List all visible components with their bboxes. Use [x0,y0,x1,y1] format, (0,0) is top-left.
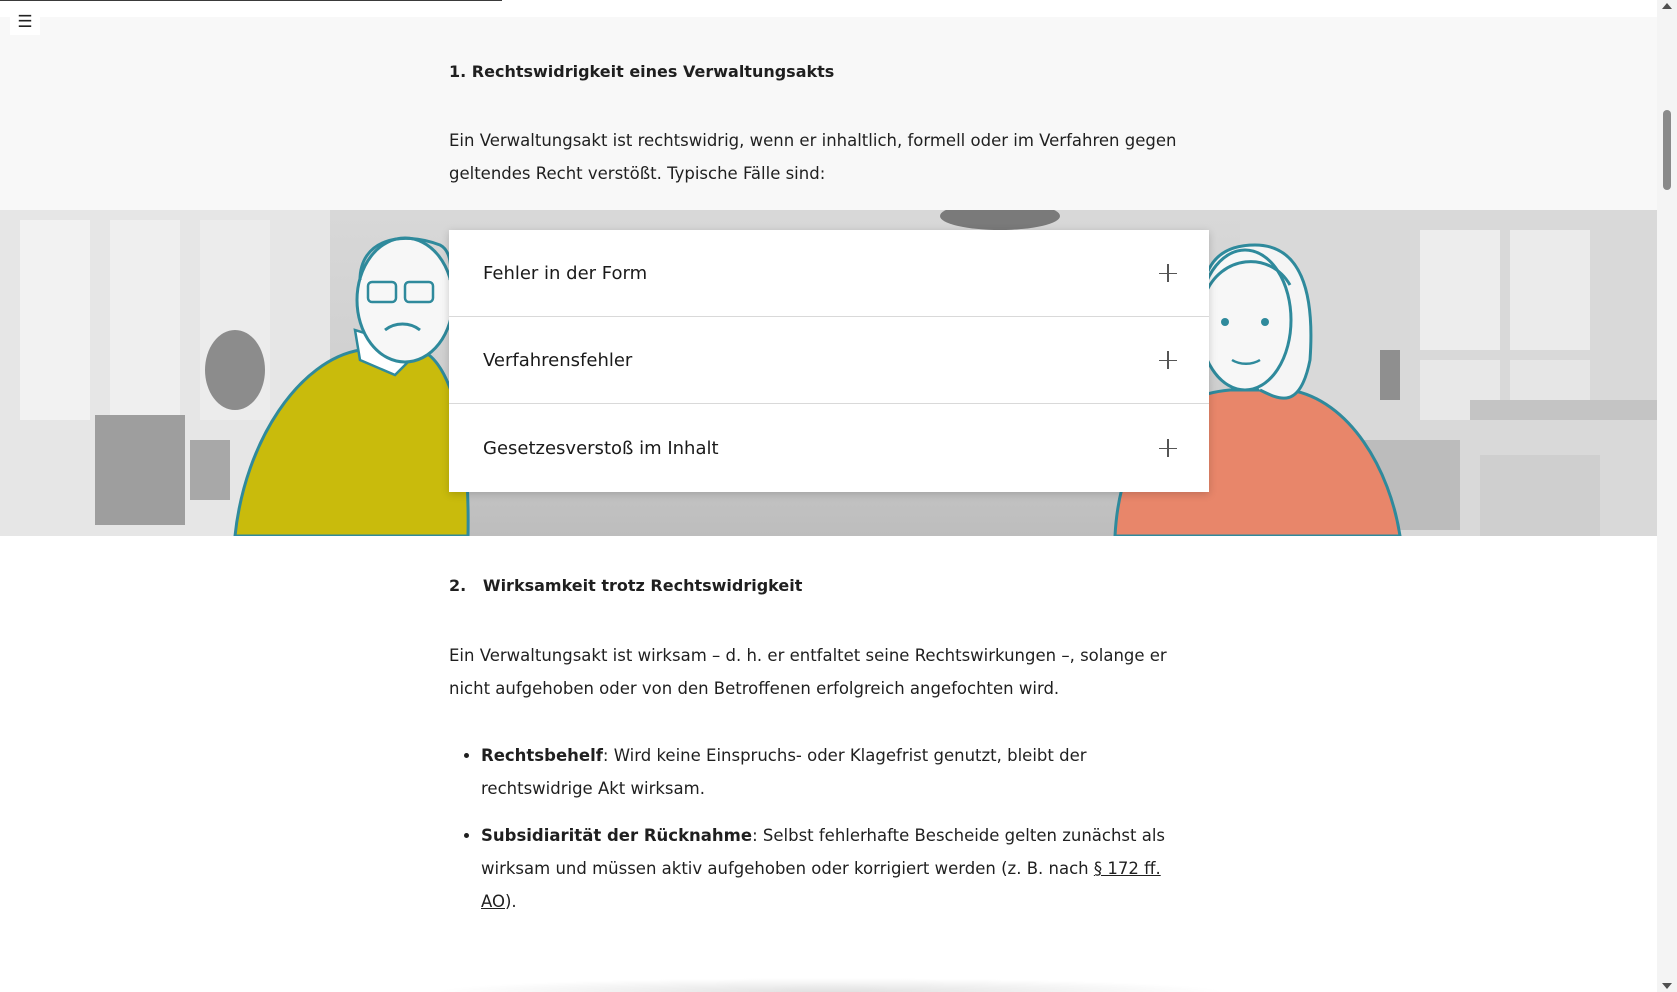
bullet-text-end: ). [505,892,517,911]
section-1-heading: 1. Rechtswidrigkeit eines Verwaltungsakts [449,62,835,81]
section-1-text: Ein Verwaltungsakt ist rechtswidrig, wenn er inhaltlich, formell oder im Verfahren gegen geltendes Recht verstößt. Typische Fälle sind: [449,131,1177,183]
section-2 [449,576,1209,595]
plus-icon[interactable] [1159,351,1177,369]
bullet-term: Rechtsbehelf [481,746,603,765]
bullet-list [449,739,1189,932]
scroll-up-arrow-icon[interactable] [1662,3,1672,9]
section-2-heading: 2. Wirksamkeit trotz Rechtswidrigkeit [449,576,803,595]
hamburger-icon[interactable]: ☰ [10,9,40,35]
accordion-item-inhalt[interactable] [449,404,1209,492]
accordion-item-verfahren[interactable] [449,317,1209,404]
reading-progress-bar [0,0,502,1]
scroll-thumb[interactable] [1663,110,1671,190]
accordion-item-form[interactable] [449,230,1209,317]
accordion-item-label: Fehler in der Form [483,262,648,284]
section-1 [449,62,1209,81]
plus-icon[interactable] [1159,264,1177,282]
scrollbar[interactable] [1657,0,1677,992]
accordion-item-label: Gesetzesverstoß im Inhalt [483,437,719,459]
scroll-down-arrow-icon[interactable] [1662,983,1672,989]
footer-shadow [430,978,1230,992]
accordion-item-label: Verfahrensfehler [483,349,633,371]
ao-reference-link[interactable]: § 172 ff. AO [481,859,1161,911]
plus-icon[interactable] [1159,439,1177,457]
bullet-text: : Selbst fehlerhafte Bescheide gelten zunächst als wirksam und müssen aktiv aufgehoben oder korrigiert werden (z. B. nach [481,826,1166,878]
section-2-body [449,639,1189,705]
bullet-term: Subsidiarität der Rücknahme [481,826,753,845]
section-2-text: Ein Verwaltungsakt ist wirksam – d. h. er entfaltet seine Rechtswirkungen –, solange er nicht aufgehoben oder von den Betroffenen erfolgreich angefochten wird. [449,646,1167,698]
accordion [449,230,1209,492]
section-1-body [449,124,1189,190]
list-item [481,739,1189,805]
bullet-text: : Wird keine Einspruchs- oder Klagefrist genutzt, bleibt der rechtswidrige Akt wirksam. [481,746,1087,798]
list-item [481,819,1189,918]
